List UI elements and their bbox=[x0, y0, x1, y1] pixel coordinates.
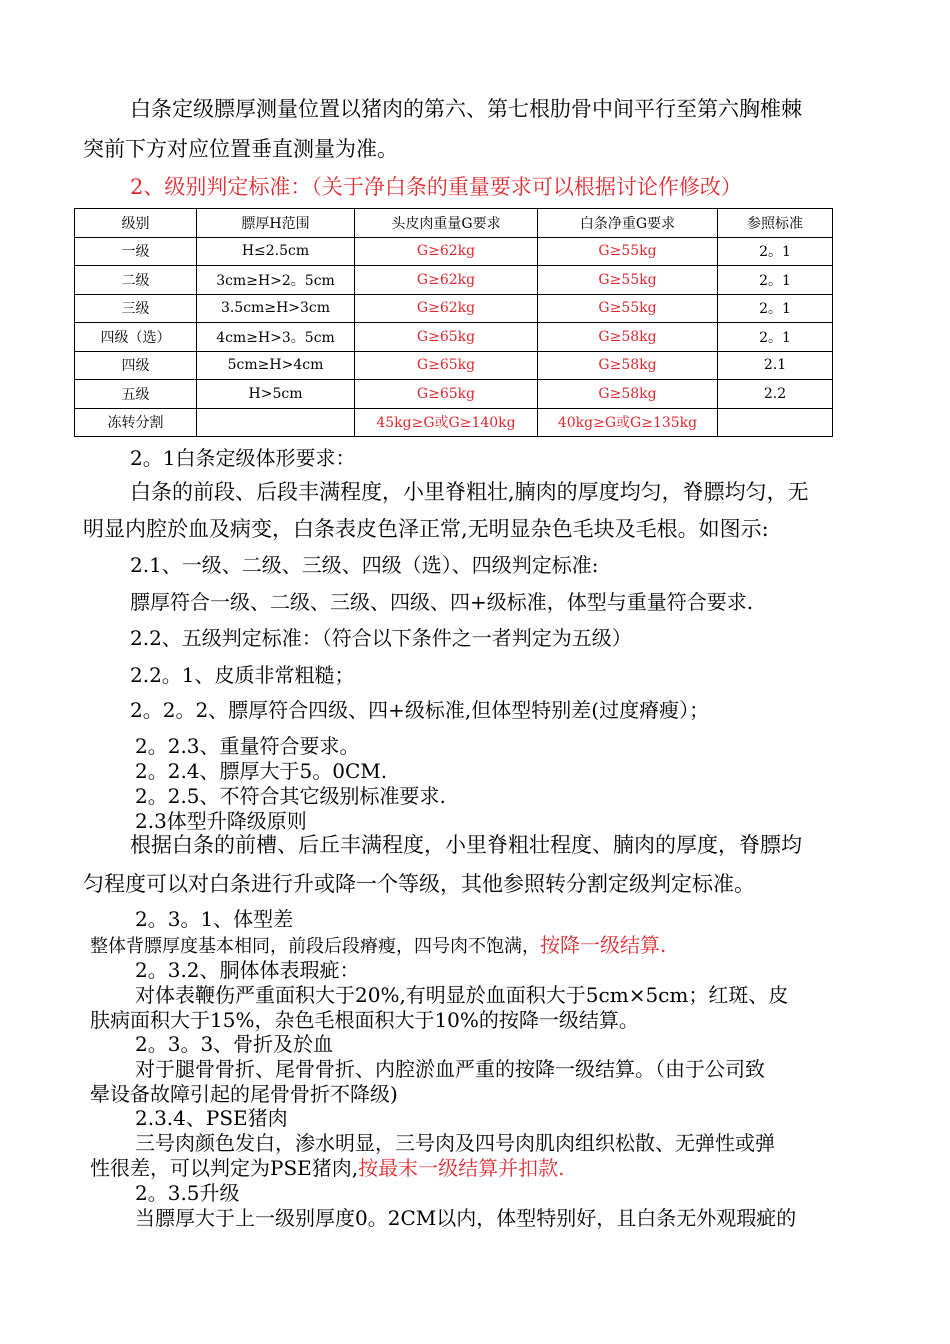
fat-range-cell bbox=[197, 408, 355, 437]
section-2-3-4-paragraph-line-1: 三号肉颜色发白，渗水明显，三号肉及四号肉肌肉组织松散、无弹性或弹 bbox=[135, 1131, 775, 1155]
section-2-1b-title: 2.1、一级、二级、三级、四级（选）、四级判定标准: bbox=[130, 553, 599, 577]
section-2-2-2: 2。2。2、膘厚符合四级、四+级标准,但体型特别差(过度瘠瘦）； bbox=[130, 698, 710, 722]
intro-line-2: 突前下方对应位置垂直测量为准。 bbox=[83, 137, 398, 161]
section-2-title: 2、级别判定标准：（关于净白条的重量要求可以根据讨论作修改） bbox=[130, 175, 742, 199]
section-2-3-2-paragraph-line-1: 对体表鞭伤严重面积大于20%,有明显於血面积大于5cm×5cm；红斑、皮 bbox=[135, 983, 789, 1007]
fat-range-cell: H>5cm bbox=[197, 380, 355, 409]
fat-range-cell: 3.5cm≥H>3cm bbox=[197, 294, 355, 323]
net-weight-cell: G≥55kg bbox=[538, 237, 718, 266]
section-2-1-paragraph-line-2: 明显内腔於血及病变，白条表皮色泽正常,无明显杂色毛块及毛根。如图示: bbox=[83, 517, 769, 541]
table-header-cell: 头皮肉重量G要求 bbox=[355, 209, 538, 238]
reference-cell bbox=[718, 408, 833, 437]
fat-range-cell: H≤2.5cm bbox=[197, 237, 355, 266]
section-2-3-2-title: 2。3.2、胴体体表瑕疵： bbox=[135, 958, 360, 982]
section-2-2-4: 2。2.4、膘厚大于5。0CM. bbox=[135, 759, 388, 783]
reference-cell: 2。1 bbox=[718, 266, 833, 295]
grade-cell: 四级（选） bbox=[75, 323, 197, 352]
net-weight-cell: G≥58kg bbox=[538, 351, 718, 380]
grade-cell: 五级 bbox=[75, 380, 197, 409]
grade-cell: 一级 bbox=[75, 237, 197, 266]
section-2-3-3-paragraph-line-1: 对于腿骨骨折、尾骨骨折、内腔淤血严重的按降一级结算。（由于公司致 bbox=[135, 1057, 765, 1081]
table-row bbox=[75, 266, 833, 295]
reference-cell: 2.1 bbox=[718, 351, 833, 380]
section-2-1b-paragraph: 膘厚符合一级、二级、三级、四级、四+级标准，体型与重量符合要求. bbox=[130, 590, 754, 614]
section-2-3-3-paragraph-line-2: 晕设备故障引起的尾骨骨折不降级) bbox=[90, 1082, 398, 1106]
section-2-3-5-paragraph-line-1: 当膘厚大于上一级别厚度0。2CM以内，体型特别好，且白条无外观瑕疵的 bbox=[135, 1206, 797, 1230]
section-2-2-1: 2.2。1、皮质非常粗糙； bbox=[130, 663, 355, 687]
net-weight-cell: G≥58kg bbox=[538, 323, 718, 352]
table-row bbox=[75, 294, 833, 323]
section-2-3-1-text: 整体背膘厚度基本相同，前段后段瘠瘦，四号肉不饱满， bbox=[90, 936, 540, 957]
fat-range-cell: 3cm≥H>2。5cm bbox=[197, 266, 355, 295]
section-2-3-4-highlight: 按最末一级结算并扣款. bbox=[358, 1156, 565, 1180]
table-row bbox=[75, 351, 833, 380]
section-2-3-4-title: 2.3.4、PSE猪肉 bbox=[135, 1106, 288, 1130]
table-row bbox=[75, 323, 833, 352]
reference-cell: 2.2 bbox=[718, 380, 833, 409]
grade-cell: 冻转分割 bbox=[75, 408, 197, 437]
table-row bbox=[75, 380, 833, 409]
grade-cell: 二级 bbox=[75, 266, 197, 295]
grade-cell: 三级 bbox=[75, 294, 197, 323]
section-2-3-2-paragraph-line-2: 肤病面积大于15%，杂色毛根面积大于10%的按降一级结算。 bbox=[90, 1008, 639, 1032]
section-2-3-paragraph-line-1: 根据白条的前槽、后丘丰满程度，小里脊粗壮程度、腩肉的厚度，脊膘均 bbox=[130, 833, 802, 857]
head-weight-cell: G≥62kg bbox=[355, 294, 538, 323]
section-2-2-3: 2。2.3、重量符合要求。 bbox=[135, 734, 360, 758]
net-weight-cell: G≥55kg bbox=[538, 266, 718, 295]
head-weight-cell: G≥62kg bbox=[355, 237, 538, 266]
section-2-3-3-title: 2。3。3、骨折及於血 bbox=[135, 1032, 334, 1056]
net-weight-cell: G≥55kg bbox=[538, 294, 718, 323]
section-2-1-paragraph-line-1: 白条的前段、后段丰满程度，小里脊粗壮,腩肉的厚度均匀，脊膘均匀，无 bbox=[130, 480, 809, 504]
reference-cell: 2。1 bbox=[718, 323, 833, 352]
table-header-cell: 参照标准 bbox=[718, 209, 833, 238]
section-2-3-4-paragraph-line-2 bbox=[90, 1156, 564, 1180]
table-row bbox=[75, 408, 833, 437]
section-2-2-title: 2.2、五级判定标准：（符合以下条件之一者判定为五级） bbox=[130, 626, 632, 650]
head-weight-cell: 45kg≥G或G≥140kg bbox=[355, 408, 538, 437]
fat-range-cell: 5cm≥H>4cm bbox=[197, 351, 355, 380]
section-2-3-5-title: 2。3.5升级 bbox=[135, 1181, 240, 1205]
reference-cell: 2。1 bbox=[718, 237, 833, 266]
table-header-cell: 级别 bbox=[75, 209, 197, 238]
grade-standard-table bbox=[74, 208, 833, 437]
head-weight-cell: G≥65kg bbox=[355, 323, 538, 352]
head-weight-cell: G≥65kg bbox=[355, 351, 538, 380]
head-weight-cell: G≥62kg bbox=[355, 266, 538, 295]
table-header-cell: 膘厚H范围 bbox=[197, 209, 355, 238]
fat-range-cell: 4cm≥H>3。5cm bbox=[197, 323, 355, 352]
section-2-3-title: 2.3体型升降级原则 bbox=[135, 809, 307, 833]
section-2-1-title: 2。1白条定级体形要求： bbox=[130, 446, 356, 470]
section-2-2-5: 2。2.5、不符合其它级别标准要求. bbox=[135, 784, 446, 808]
section-2-3-1-highlight: 按降一级结算. bbox=[540, 933, 667, 957]
section-2-3-1-title: 2。3。1、体型差 bbox=[135, 907, 294, 931]
table-row bbox=[75, 237, 833, 266]
section-2-3-paragraph-line-2: 匀程度可以对白条进行升或降一个等级，其他参照转分割定级判定标准。 bbox=[83, 872, 755, 896]
net-weight-cell: 40kg≥G或G≥135kg bbox=[538, 408, 718, 437]
table-header-row bbox=[75, 209, 833, 238]
table-header-cell: 白条净重G要求 bbox=[538, 209, 718, 238]
grade-cell: 四级 bbox=[75, 351, 197, 380]
reference-cell: 2。1 bbox=[718, 294, 833, 323]
intro-line-1: 白条定级膘厚测量位置以猪肉的第六、第七根肋骨中间平行至第六胸椎棘 bbox=[130, 97, 802, 121]
section-2-3-4-text: 性很差，可以判定为PSE猪肉, bbox=[90, 1156, 359, 1180]
net-weight-cell: G≥58kg bbox=[538, 380, 718, 409]
head-weight-cell: G≥65kg bbox=[355, 380, 538, 409]
section-2-3-1-paragraph bbox=[90, 933, 666, 959]
